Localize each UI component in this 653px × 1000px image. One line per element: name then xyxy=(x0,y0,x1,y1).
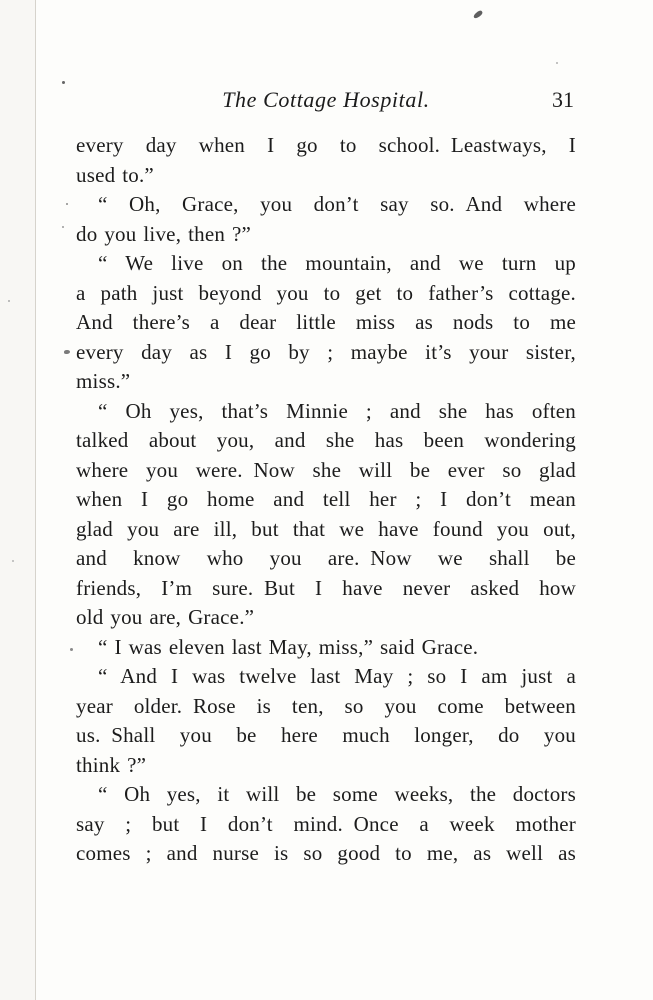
text-line: “ We live on the mountain, and we turn up xyxy=(98,251,576,275)
scan-smudge xyxy=(472,10,483,20)
text-line: comes ; and nurse is so good to me, as well as xyxy=(76,841,576,865)
text-line: every day when I go to school. Leastways, I xyxy=(76,133,576,157)
text-line: when I go home and tell her ; I don’t mean xyxy=(76,487,576,511)
text-line: friends, I’m sure. But I have never asked how xyxy=(76,575,576,600)
text-line: do you live, then ?” xyxy=(76,221,252,246)
text-line: talked about you, and she has been wondering xyxy=(76,428,576,452)
text-line: a path just beyond you to get to father’s cottage. xyxy=(76,280,576,305)
text-line: think ?” xyxy=(76,752,147,777)
text-line: miss.” xyxy=(76,369,131,393)
scan-speck xyxy=(62,81,65,84)
scan-speck xyxy=(12,560,14,562)
scan-speck xyxy=(70,648,73,651)
body-text xyxy=(76,131,576,869)
text-line: and know who you are. Now we shall be xyxy=(76,546,576,570)
text-line: “ And I was twelve last May ; so I am just a xyxy=(98,664,576,688)
scan-speck xyxy=(62,226,64,228)
scan-speck xyxy=(556,62,558,64)
text-line: And there’s a dear little miss as nods to me xyxy=(76,310,576,334)
text-line: us. Shall you be here much longer, do you xyxy=(76,723,576,747)
text-line: “ Oh yes, it will be some weeks, the doctors xyxy=(98,782,576,806)
text-line: old you are, Grace.” xyxy=(76,605,255,629)
text-line: say ; but I don’t mind. Once a week mother xyxy=(76,811,576,836)
scan-speck xyxy=(8,300,10,302)
page-gutter-line xyxy=(0,0,36,1000)
running-header-title: The Cottage Hospital. xyxy=(222,87,430,112)
text-line: used to.” xyxy=(76,162,154,187)
text-line: glad you are ill, but that we have found you out, xyxy=(76,516,576,541)
running-header xyxy=(76,86,576,116)
text-line: year older. Rose is ten, so you come between xyxy=(76,693,576,718)
page-number: 31 xyxy=(552,87,574,112)
text-line: “ Oh, Grace, you don’t say so. And where xyxy=(98,192,576,216)
scan-speck xyxy=(64,350,70,354)
text-line: every day as I go by ; maybe it’s your sister, xyxy=(76,339,576,364)
text-line: where you were. Now she will be ever so glad xyxy=(76,457,576,482)
text-line: “ I was eleven last May, miss,” said Grace. xyxy=(98,634,479,659)
text-line: “ Oh yes, that’s Minnie ; and she has often xyxy=(98,398,576,423)
scan-speck xyxy=(66,203,68,205)
